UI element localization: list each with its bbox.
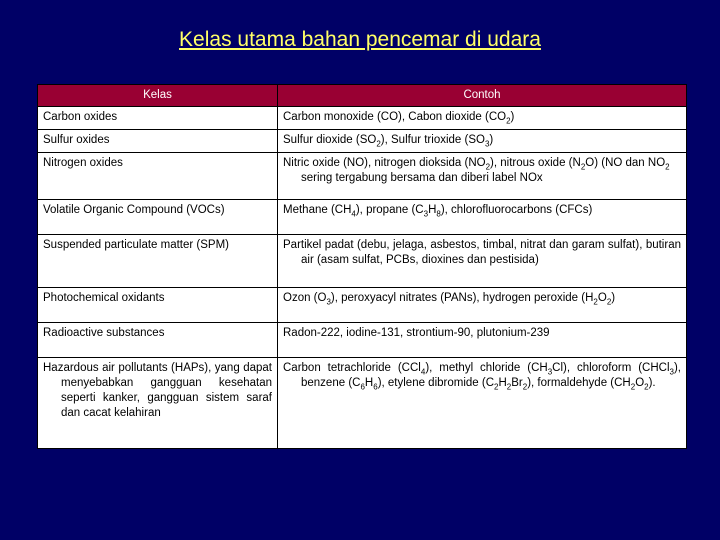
contoh-cell: Partikel padat (debu, jelaga, asbestos, timbal, nitrat dan garam sulfat), butiran air (asam sulfat, PCBs, dioxines dan pestisida)	[278, 235, 687, 288]
table-row	[38, 153, 687, 200]
contoh-cell: Carbon tetrachloride (CCl$_4$), methyl chloride $(CH_3Cl)$, chloroform (CHCl$_3$), benzene $(C_6H_6)$, etylene dibromide $(C_2H_2Br_2)$, formaldehyde $(CH_2O_2)$.	[278, 358, 687, 449]
slide-title: Kelas utama bahan pencemar di udara	[179, 28, 541, 51]
contoh-cell: Nitric oxide (NO), nitrogen dioksida $(NO_2)$, nitrous oxide $(N_2O)$ (NO dan $NO_2$ sering tergabung bersama dan diberi label NOx	[278, 153, 687, 200]
table-row	[38, 107, 687, 130]
contoh-cell: Carbon monoxide (CO), Cabon dioxide $(CO_2)$	[278, 107, 687, 130]
kelas-cell: Sulfur oxides	[38, 130, 278, 153]
contoh-cell: Ozon $(O_3)$, peroxyacyl nitrates (PANs), hydrogen peroxide $(H_2O_2)$	[278, 288, 687, 323]
header-contoh: Contoh	[278, 85, 687, 107]
header-kelas: Kelas	[38, 85, 278, 107]
contoh-cell: Radon-222, iodine-131, strontium-90, plutonium-239	[278, 323, 687, 358]
table-row	[38, 288, 687, 323]
table-row	[38, 130, 687, 153]
table-row	[38, 200, 687, 235]
table-header-row	[38, 85, 687, 107]
contoh-cell: Methane $(CH_4)$, propane $(C_3H_8)$, chlorofluorocarbons (CFCs)	[278, 200, 687, 235]
kelas-cell: Suspended particulate matter (SPM)	[38, 235, 278, 288]
pollutant-table	[37, 84, 687, 449]
kelas-cell: Photochemical oxidants	[38, 288, 278, 323]
kelas-cell: Carbon oxides	[38, 107, 278, 130]
kelas-cell: Hazardous air pollutants (HAPs), yang dapat menyebabkan gangguan kesehatan seperti kanker, gangguan sistem saraf dan cacat kelahiran	[38, 358, 278, 449]
kelas-cell: Volatile Organic Compound (VOCs)	[38, 200, 278, 235]
table-row	[38, 358, 687, 449]
kelas-cell: Radioactive substances	[38, 323, 278, 358]
table-row	[38, 235, 687, 288]
table-row	[38, 323, 687, 358]
contoh-cell: Sulfur dioxide $(SO_2)$, Sulfur trioxide $(SO_3)$	[278, 130, 687, 153]
kelas-cell: Nitrogen oxides	[38, 153, 278, 200]
